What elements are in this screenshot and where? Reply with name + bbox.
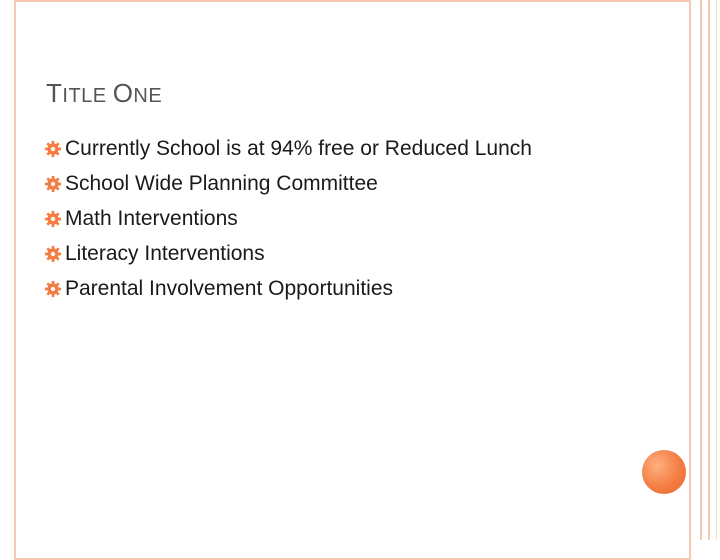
side-stripe <box>700 0 702 540</box>
gear-icon <box>44 175 62 193</box>
bullet-item <box>44 131 532 166</box>
bullet-text: School Wide Planning Committee <box>65 171 378 195</box>
gear-icon <box>44 280 62 298</box>
gear-icon <box>44 140 62 158</box>
bullet-text: Math Interventions <box>65 206 238 230</box>
bullet-list <box>44 131 532 306</box>
gear-icon <box>44 245 62 263</box>
slide-title <box>46 78 162 109</box>
decorative-circle <box>642 450 686 494</box>
side-stripe <box>716 0 717 540</box>
bullet-text: Literacy Interventions <box>65 241 265 265</box>
bullet-item <box>44 201 532 236</box>
title-text: ITLE <box>62 85 113 107</box>
gear-icon <box>44 210 62 228</box>
bullet-item <box>44 166 532 201</box>
title-letter: T <box>46 78 63 108</box>
title-letter: O <box>112 78 134 108</box>
title-text: NE <box>133 85 163 107</box>
bullet-item <box>44 271 532 306</box>
bullet-text: Parental Involvement Opportunities <box>65 276 394 300</box>
bullet-text: Currently School is at 94% free or Reduced Lunch <box>65 136 532 160</box>
bullet-item <box>44 236 532 271</box>
side-stripe <box>708 0 710 540</box>
